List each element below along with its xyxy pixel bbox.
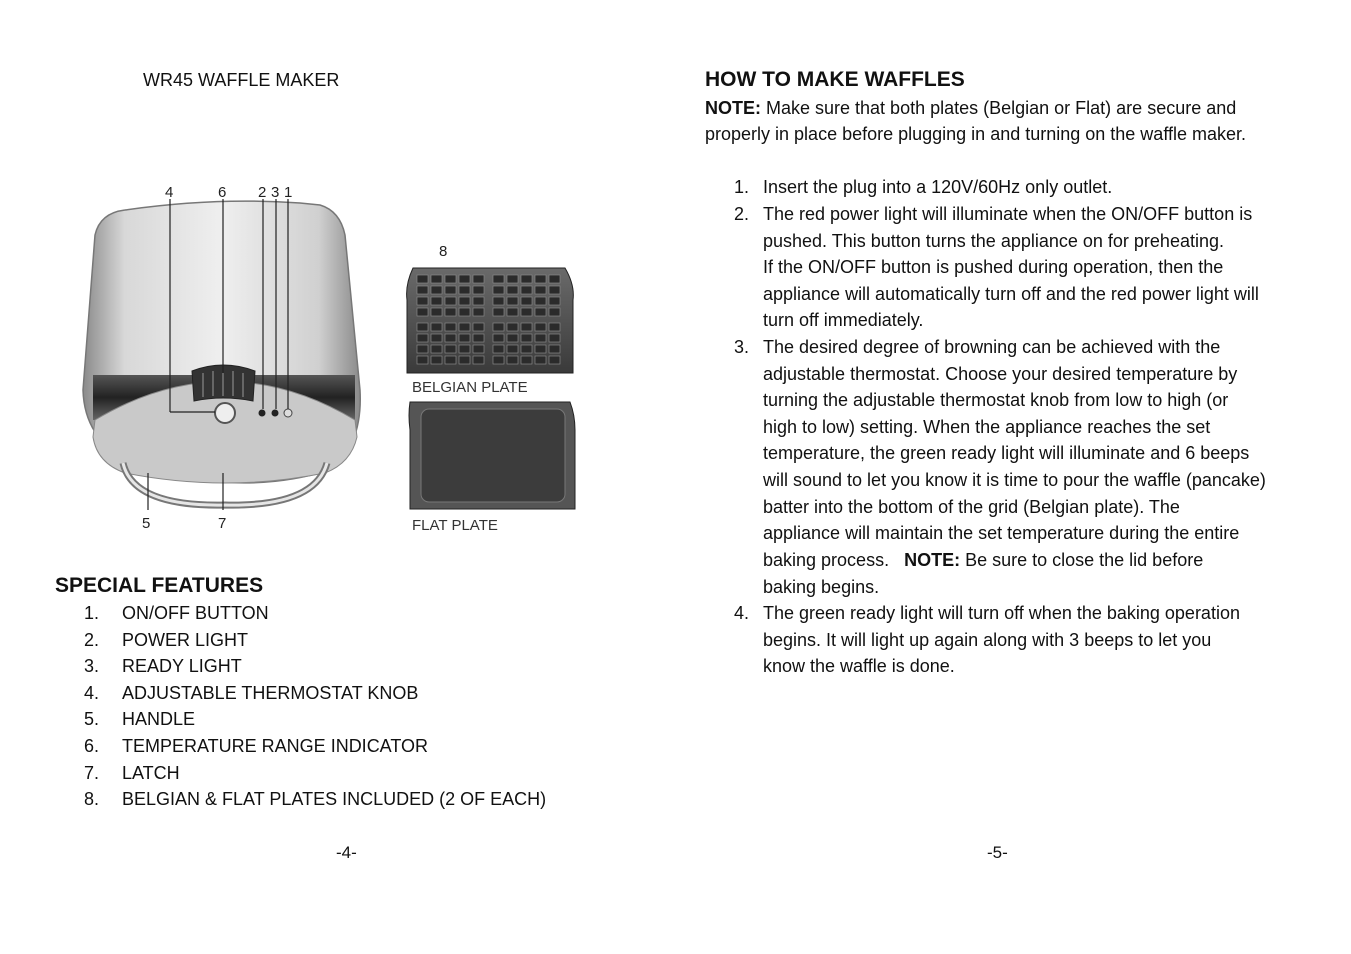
feature-number: 8. [84,789,100,810]
feature-text: HANDLE [122,709,196,730]
feature-number: 3. [84,656,100,677]
model-title: WR45 WAFFLE MAKER [143,70,340,90]
feature-text: READY LIGHT [122,656,242,677]
callout-1: 1 [284,184,293,201]
feature-number: 4. [84,682,100,703]
callout-4: 4 [165,184,174,201]
note-text-1: Make sure that both plates (Belgian or Flat) are secure and [761,98,1237,118]
step-line: baking begins. [763,577,880,597]
step-line: adjustable thermostat. Choose your desired temperature by [763,364,1238,384]
belgian-plate [407,268,574,373]
feature-text: POWER LIGHT [122,629,249,650]
step-line: pushed. This button turns the appliance on for preheating. [763,231,1224,251]
step-line: appliance will maintain the set temperature during the entire [763,523,1240,543]
thermostat-knob [215,403,235,423]
step-line: The desired degree of browning can be achieved with the [763,337,1221,357]
step-number: 3. [734,337,750,357]
feature-text: LATCH [122,762,180,783]
callout-6: 6 [218,184,227,201]
page-number-left: -4- [336,843,357,862]
step-line: will sound to let you know it is time to pour the waffle (pancake) [763,470,1266,490]
feature-item [84,656,242,677]
callout-5: 5 [142,515,151,532]
feature-item [84,789,546,810]
feature-text: ADJUSTABLE THERMOSTAT KNOB [122,682,419,703]
step-text: Be sure to close the lid before [960,550,1204,570]
flat-plate-label: FLAT PLATE [412,517,498,534]
note-line-2: properly in place before plugging in and turning on the waffle maker. [705,124,1247,144]
step-line: begins. It will light up again along with 3 beeps to let you [763,630,1212,650]
callout-2: 2 [258,184,267,201]
feature-number: 1. [84,603,100,623]
on-off-button [284,409,292,417]
feature-item [84,763,180,784]
step-number: 4. [734,603,750,623]
feature-text: ON/OFF BUTTON [122,603,269,623]
step-text: baking process. [763,550,905,570]
feature-item [84,683,418,704]
callout-7: 7 [218,515,227,532]
step-line [763,550,1203,571]
feature-text: BELGIAN & FLAT PLATES INCLUDED (2 OF EACH) [122,789,547,810]
step-line: know the waffle is done. [763,656,955,676]
note-label: NOTE: [705,98,761,118]
step-line: turn off immediately. [763,310,924,330]
step-number: 1. [734,177,750,197]
feature-item [84,630,248,651]
step-line: high to low) setting. When the appliance reaches the set [763,417,1211,437]
feature-number: 7. [84,762,100,783]
flat-plate [409,402,575,509]
power-light [259,410,266,417]
callout-8: 8 [439,243,448,260]
callout-3: 3 [271,184,280,201]
page-number-right: -5- [987,843,1008,862]
ready-light [272,410,279,417]
waffle-maker-illustration [75,175,595,545]
feature-item [84,736,428,757]
feature-number: 2. [84,629,100,650]
feature-item [84,603,269,624]
step-line: temperature, the green ready light will illuminate and 6 beeps [763,443,1250,463]
belgian-plate-label: BELGIAN PLATE [412,379,528,396]
feature-number: 5. [84,709,100,730]
special-features-title: SPECIAL FEATURES [55,574,264,597]
note-line-1 [705,98,1236,119]
section-title: HOW TO MAKE WAFFLES [705,68,965,91]
step-line: Insert the plug into a 120V/60Hz only outlet. [763,177,1113,197]
step-line: batter into the bottom of the grid (Belgian plate). The [763,497,1180,517]
step-line: appliance will automatically turn off and the red power light will [763,284,1259,304]
step-line: turning the adjustable thermostat knob from low to high (or [763,390,1229,410]
feature-item [84,709,195,730]
note-label: NOTE: [904,550,961,570]
step-line: The green ready light will turn off when the baking operation [763,603,1240,623]
step-line: If the ON/OFF button is pushed during operation, then the [763,257,1224,277]
step-number: 2. [734,204,750,224]
feature-text: TEMPERATURE RANGE INDICATOR [122,736,429,756]
step-line: The red power light will illuminate when the ON/OFF button is [763,204,1253,224]
feature-number: 6. [84,736,100,756]
